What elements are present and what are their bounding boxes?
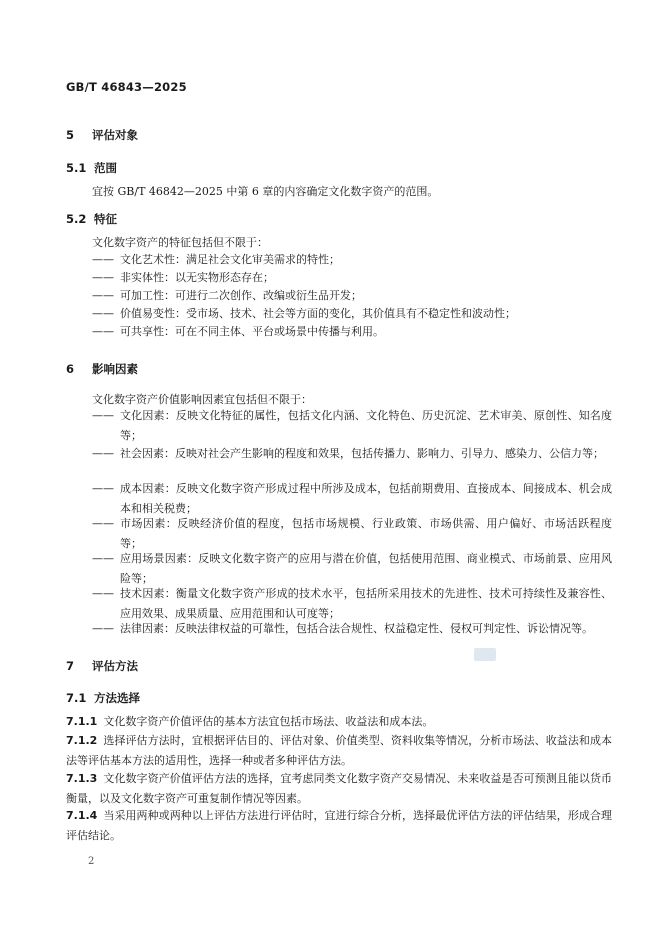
section-7-heading [66,658,138,674]
section-5-1-text: 宜按 GB/T 46842—2025 中第 6 章的内容确定文化数字资产的范围。 [92,185,439,198]
section-number: 6 [66,362,75,376]
section-number: 5.1 [66,161,87,175]
list-item: —— 法律因素：反映法律权益的可靠性，包括合法合规性、权益稳定性、侵权可判定性、诉讼情况等。 [92,622,593,635]
watermark-stamp [474,648,496,661]
list-item: —— 技术因素：衡量文化数字资产形成的技术水平，包括所采用技术的先进性、技术可持续性及兼容性、应用效果、成果质量、应用范围和认可度等； [92,587,612,620]
clause-7-1-4: 7.1.4 当采用两种或两种以上评估方法进行评估时，宜进行综合分析，选择最优评估方法的评估结果，形成合理评估结论。 [66,809,612,842]
list-item: —— 非实体性：以无实物形态存在； [92,271,274,284]
standard-number: GB/T 46843—2025 [66,80,187,94]
list-item: —— 成本因素：反映文化数字资产形成过程中所涉及成本，包括前期费用、直接成本、间接成本、机会成本和相关税费； [92,482,612,515]
list-item: —— 可共享性：可在不同主体、平台或场景中传播与利用。 [92,325,384,338]
list-item: —— 文化因素：反映文化特征的属性，包括文化内涵、文化特色、历史沉淀、艺术审美、原创性、知名度等； [92,409,612,442]
section-number: 7.1 [66,691,87,705]
section-title: 范围 [94,161,117,175]
list-item: —— 市场因素：反映经济价值的程度，包括市场规模、行业政策、市场供需、用户偏好、市场活跃程度等； [92,517,612,550]
section-number: 5 [66,128,75,142]
list-item: —— 应用场景因素：反映文化数字资产的应用与潜在价值，包括使用范围、商业模式、市场前景、应用风险等； [92,552,612,585]
page-number: 2 [88,856,95,867]
list-item: —— 社会因素：反映对社会产生影响的程度和效果，包括传播力、影响力、引导力、感染力、公信力等； [92,447,604,460]
list-item: —— 文化艺术性：满足社会文化审美需求的特性； [92,253,340,266]
section-5-1-heading [66,160,117,176]
section-5-heading [66,127,138,143]
section-title: 方法选择 [94,691,140,705]
section-7-1-heading [66,690,140,706]
section-number: 5.2 [66,212,87,226]
list-item: —— 可加工性：可进行二次创作、改编或衍生品开发； [92,289,362,302]
section-title: 特征 [94,212,117,226]
section-5-2-intro: 文化数字资产的特征包括但不限于： [92,236,268,249]
clause-7-1-2: 7.1.2 选择评估方法时，宜根据评估目的、评估对象、价值类型、资料收集等情况，分析市场法、收益法和成本法等评估基本方法的适用性，选择一种或者多种评估方法。 [66,734,612,767]
section-title: 评估方法 [92,659,138,673]
clause-7-1-1: 7.1.1 文化数字资产价值评估的基本方法宜包括市场法、收益法和成本法。 [66,715,434,728]
section-number: 7 [66,659,75,673]
section-6-intro: 文化数字资产价值影响因素宜包括但不限于： [92,393,312,406]
clause-7-1-3: 7.1.3 文化数字资产价值评估方法的选择，宜考虑同类文化数字资产交易情况、未来收益是否可预测且能以货币衡量，以及文化数字资产可重复制作情况等因素。 [66,772,612,805]
section-6-heading [66,361,138,377]
section-title: 影响因素 [92,362,138,376]
section-title: 评估对象 [92,128,138,142]
list-item: —— 价值易变性：受市场、技术、社会等方面的变化，其价值具有不稳定性和波动性； [92,307,516,320]
section-5-2-heading [66,211,117,227]
